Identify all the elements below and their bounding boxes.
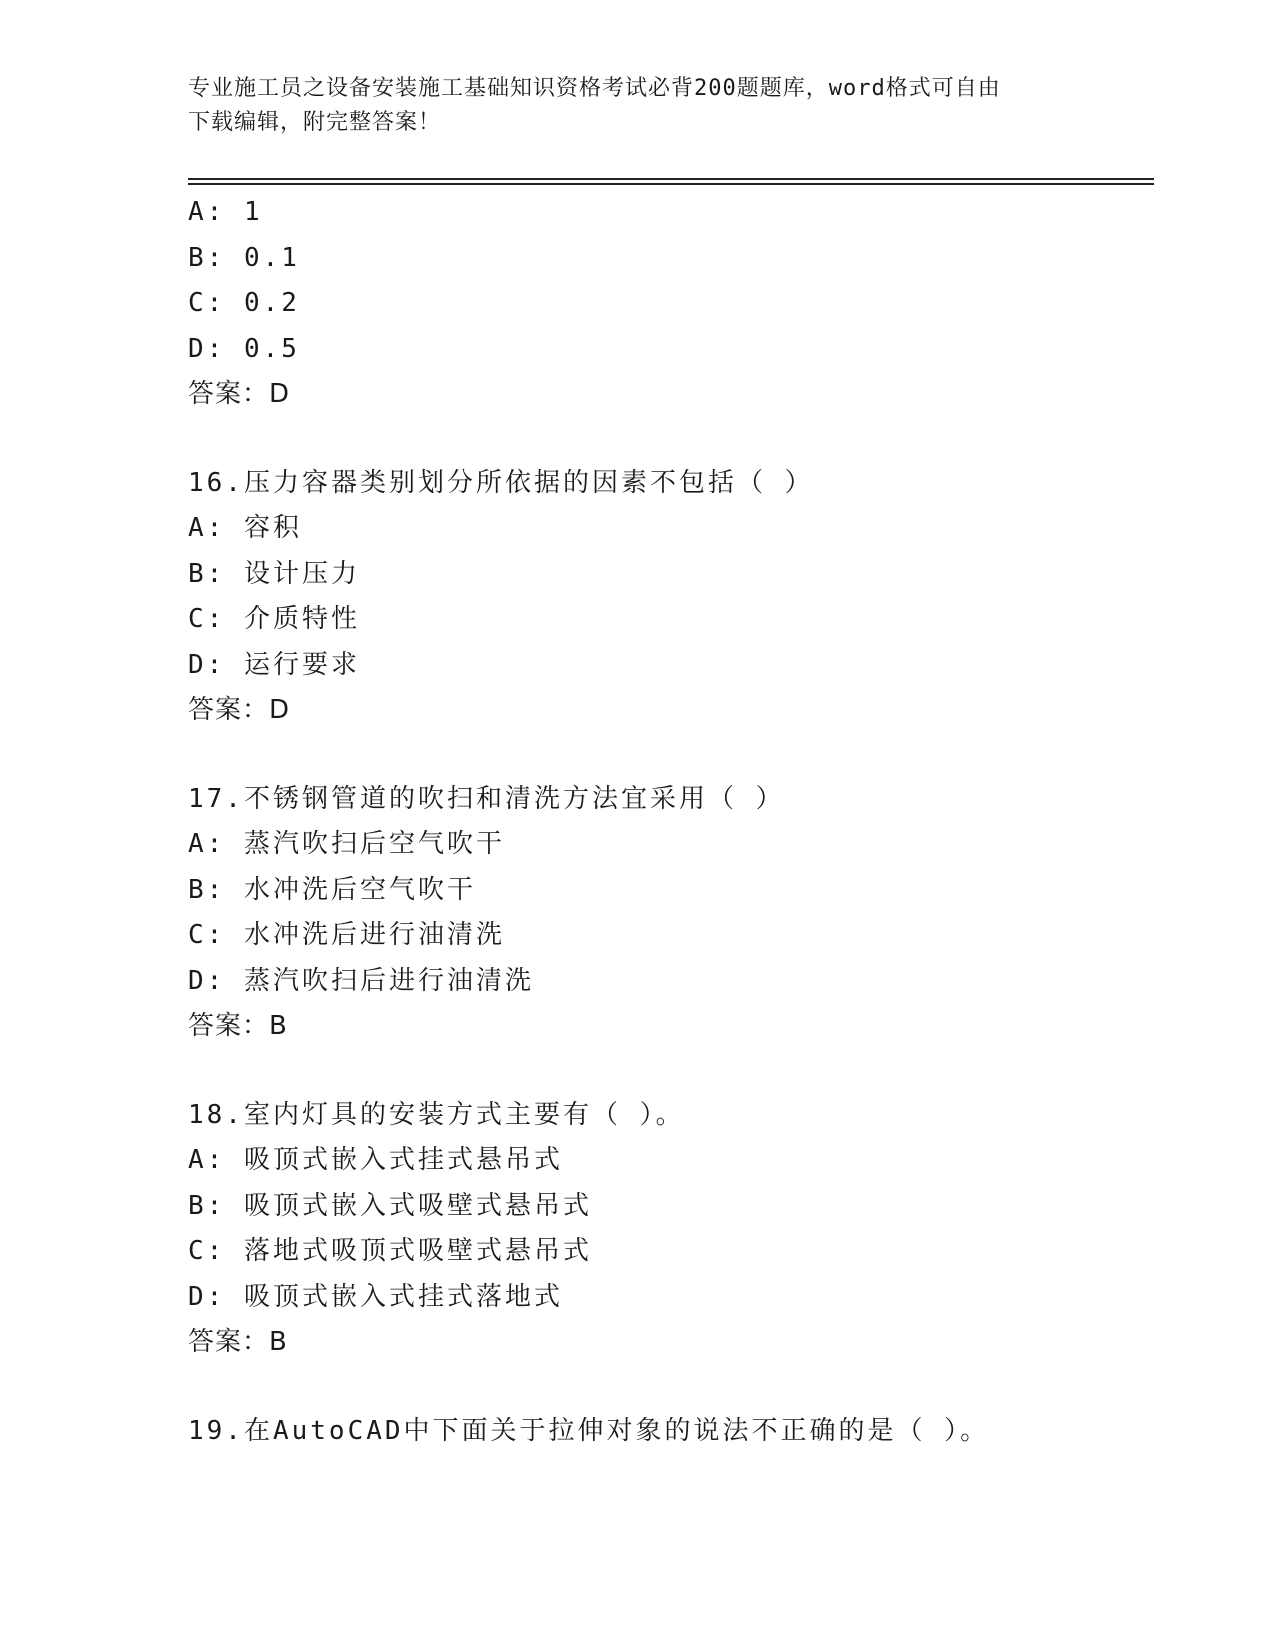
question-stem: 18.室内灯具的安装方式主要有（ ）。: [188, 1099, 685, 1130]
option-b: B: 水冲洗后空气吹干: [188, 874, 476, 905]
option-a: A: 蒸汽吹扫后空气吹干: [188, 829, 505, 859]
option-d: D: 蒸汽吹扫后进行油清洗: [188, 965, 534, 996]
answer-line: 答案：B: [188, 1011, 288, 1041]
option-c: C: 水冲洗后进行油清洗: [188, 920, 505, 950]
header-line-1: 专业施工员之设备安装施工基础知识资格考试必背200题题库，word格式可自由: [188, 76, 1001, 101]
option-b: B: 设计压力: [188, 558, 360, 589]
question-block-18: [188, 1093, 1148, 1366]
question-block-17: [188, 777, 1148, 1050]
header-divider-bottom: [188, 183, 1154, 185]
answer-line: 答案：D: [188, 695, 291, 725]
option-d: D: 0.5: [188, 333, 300, 364]
question-block-16: [188, 461, 1148, 734]
option-c: C: 落地式吸顶式吸壁式悬吊式: [188, 1236, 592, 1266]
header-divider-top: [188, 178, 1154, 180]
option-b: B: 0.1: [188, 242, 300, 273]
option-d: D: 吸顶式嵌入式挂式落地式: [188, 1281, 563, 1312]
question-stem: 16.压力容器类别划分所依据的因素不包括（ ）: [188, 467, 814, 498]
option-a: A: 吸顶式嵌入式挂式悬吊式: [188, 1145, 563, 1175]
option-a: A: 容积: [188, 513, 302, 543]
question-list: [188, 190, 1148, 1454]
option-d: D: 运行要求: [188, 649, 360, 680]
answer-line: 答案：D: [188, 379, 291, 409]
question-stem: 19.在AutoCAD中下面关于拉伸对象的说法不正确的是（ ）。: [188, 1415, 990, 1446]
document-header: [188, 72, 1068, 140]
option-c: C: 0.2: [188, 288, 300, 318]
answer-line: 答案：B: [188, 1327, 288, 1357]
header-line-2: 下载编辑，附完整答案！: [188, 110, 442, 135]
option-b: B: 吸顶式嵌入式吸壁式悬吊式: [188, 1190, 592, 1221]
option-a: A: 1: [188, 197, 263, 227]
option-c: C: 介质特性: [188, 604, 360, 634]
question-stem: 17.不锈钢管道的吹扫和清洗方法宜采用（ ）: [188, 783, 785, 814]
question-block-15: [188, 190, 1148, 418]
question-block-19: [188, 1409, 1148, 1455]
